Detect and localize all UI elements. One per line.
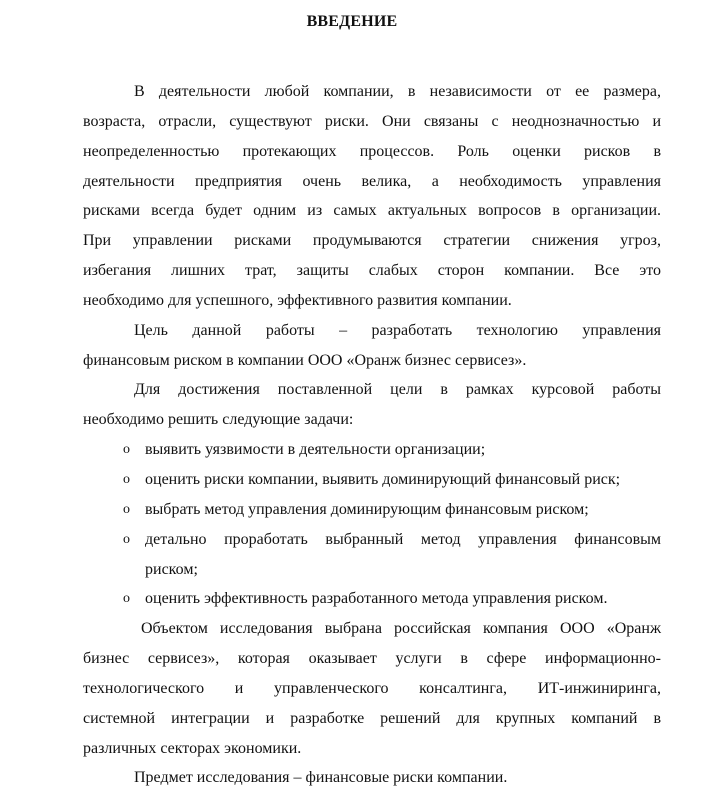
bullet-circle-icon: o	[123, 471, 130, 487]
paragraph-line: Цель данной работы – разработать технологию управления	[134, 321, 661, 339]
bullet-circle-icon: o	[123, 501, 130, 517]
bullet-circle-icon: o	[123, 531, 130, 547]
list-item-line	[83, 584, 661, 614]
paragraph	[83, 614, 661, 763]
list-item	[83, 495, 661, 525]
bullet-circle-icon: o	[123, 591, 130, 607]
list-item	[83, 465, 661, 495]
paragraph-line: рисками всегда будет одним из самых актуальных вопросов в организации.	[83, 202, 661, 220]
paragraph	[83, 375, 661, 435]
paragraph-line: возраста, отрасли, существуют риски. Они связаны с неоднозначностью и	[83, 112, 661, 130]
paragraph-line: финансовым риском в компании ООО «Оранж бизнес сервисез».	[83, 351, 527, 369]
paragraph-line: бизнес сервисез», которая оказывает услуги в сфере информационно-	[83, 650, 661, 668]
list-item-line	[83, 525, 661, 555]
paragraph-line: системной интеграции и разработке решений для крупных компаний в	[83, 709, 661, 727]
paragraph-line: различных секторах экономики.	[83, 739, 302, 757]
paragraph-line: Предмет исследования – финансовые риски компании.	[134, 769, 508, 787]
list-item-text: риском;	[145, 560, 198, 578]
list-item-line	[83, 495, 661, 525]
list-item-line	[83, 465, 661, 495]
paragraph	[83, 77, 661, 316]
document-body	[83, 77, 661, 793]
page-title: ВВЕДЕНИЕ	[306, 13, 398, 30]
paragraph-line: необходимо для успешного, эффективного развития компании.	[83, 291, 512, 309]
paragraph-line: необходимо решить следующие задачи:	[83, 411, 354, 429]
list-item-text: оценить риски компании, выявить доминирующий финансовый риск;	[145, 470, 621, 488]
list-item	[83, 435, 661, 465]
list-item-text: выбрать метод управления доминирующим финансовым риском;	[145, 500, 589, 518]
list-item-text: оценить эффективность разработанного метода управления риском.	[145, 590, 608, 608]
task-list	[83, 435, 661, 614]
paragraph-line: Для достижения поставленной цели в рамках курсовой работы	[134, 381, 661, 399]
paragraph	[83, 763, 661, 793]
paragraph-line: При управлении рисками продумываются стратегии снижения угроз,	[83, 232, 661, 250]
paragraph	[83, 316, 661, 376]
paragraph-line: неопределенностью протекающих процессов. Роль оценки рисков в	[83, 142, 661, 160]
paragraph-line: избегания лишних трат, защиты слабых сторон компании. Все это	[83, 262, 661, 280]
bullet-circle-icon: o	[123, 442, 130, 458]
list-item	[83, 584, 661, 614]
list-item-text: детально проработать выбранный метод управления финансовым	[145, 530, 661, 548]
paragraph-line: В деятельности любой компании, в независимости от ее размера,	[134, 83, 661, 100]
paragraph-line: технологического и управленческого консалтинга, ИТ-инжиниринга,	[83, 679, 661, 697]
paragraph-line: Объектом исследования выбрана российская компания ООО «Оранж	[141, 620, 661, 638]
paragraph-line: деятельности предприятия очень велика, а необходимость управления	[83, 172, 661, 190]
list-item-line	[83, 555, 661, 585]
list-item-line	[83, 435, 661, 465]
list-item-text: выявить уязвимости в деятельности организации;	[145, 441, 486, 459]
list-item	[83, 525, 661, 585]
